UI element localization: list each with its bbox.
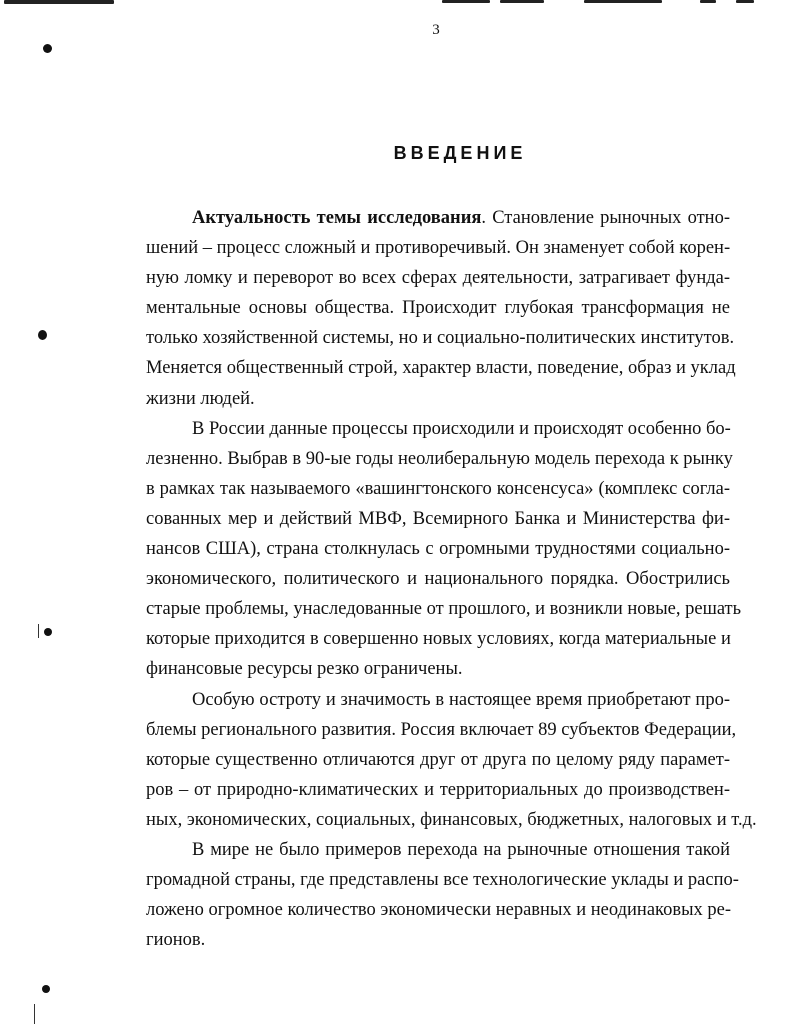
text-line: лезненно. Выбрав в 90-ые годы неолиберальную модель перехода к рынку (146, 448, 733, 469)
text-line: жизни людей. (146, 388, 255, 409)
binder-hole-mark (38, 330, 47, 340)
scan-artifact (584, 0, 662, 3)
scan-line-mark (38, 624, 39, 638)
text-line (146, 203, 730, 233)
binder-hole-mark (44, 628, 52, 636)
text-line: шений – процесс сложный и противоречивый. Он знаменует собой корен- (146, 238, 731, 259)
body-text (146, 203, 757, 955)
text-line: финансовые ресурсы резко ограничены. (146, 659, 463, 680)
scan-artifact (700, 0, 716, 3)
binder-hole-mark (42, 985, 50, 993)
scan-artifact (4, 0, 114, 4)
text-line: Особую остроту и значимость в настоящее время приобретают про- (192, 689, 730, 710)
text-line: громадной страны, где представлены все технологические уклады и распо- (146, 870, 739, 891)
text-line: старые проблемы, унаследованные от прошлого, и возникли новые, решать (146, 599, 742, 620)
page-number: 3 (432, 22, 440, 38)
text-line: ложено огромное количество экономически неравных и неодинаковых ре- (146, 900, 731, 921)
text-line: ных, экономических, социальных, финансовых, бюджетных, налоговых и т.д. (146, 809, 757, 830)
text-line: которые существенно отличаются друг от друга по целому ряду парамет- (146, 749, 730, 770)
scan-artifact (500, 0, 544, 3)
text-line: блемы регионального развития. Россия включает 89 субъектов Федерации, (146, 719, 737, 740)
section-heading: ВВЕДЕНИЕ (393, 143, 527, 163)
text-line: ментальные основы общества. Происходит глубокая трансформация не (146, 298, 730, 319)
text-line: в рамках так называемого «вашингтонского консенсуса» (комплекс согла- (146, 478, 730, 499)
text-line: В мире не было примеров перехода на рыночные отношения такой (192, 839, 730, 860)
binder-hole-mark (43, 44, 52, 53)
text-line: Меняется общественный строй, характер власти, поведение, образ и уклад (146, 358, 736, 379)
text-line: нансов США), страна столкнулась с огромными трудностями социально- (146, 539, 730, 560)
text-line: сованных мер и действий МВФ, Всемирного Банка и Министерства фи- (146, 508, 730, 529)
text-line: экономического, политического и национального порядка. Обострились (146, 569, 730, 590)
lead-phrase: Актуальность темы исследования (192, 208, 482, 228)
scan-line-mark (34, 1004, 35, 1024)
text-line-content: . Становление рыночных отно- (481, 208, 730, 228)
scan-artifact (736, 0, 754, 3)
text-line: ную ломку и переворот во всех сферах деятельности, затрагивает фунда- (146, 268, 730, 289)
text-line: ров – от природно-климатических и территориальных до производствен- (146, 779, 730, 800)
text-line: которые приходится в совершенно новых условиях, когда материальные и (146, 629, 731, 650)
scan-artifact (442, 0, 490, 3)
text-line: гионов. (146, 930, 206, 951)
text-line: только хозяйственной системы, но и социально-политических институтов. (146, 328, 735, 349)
text-line: В России данные процессы происходили и происходят особенно бо- (192, 418, 731, 439)
